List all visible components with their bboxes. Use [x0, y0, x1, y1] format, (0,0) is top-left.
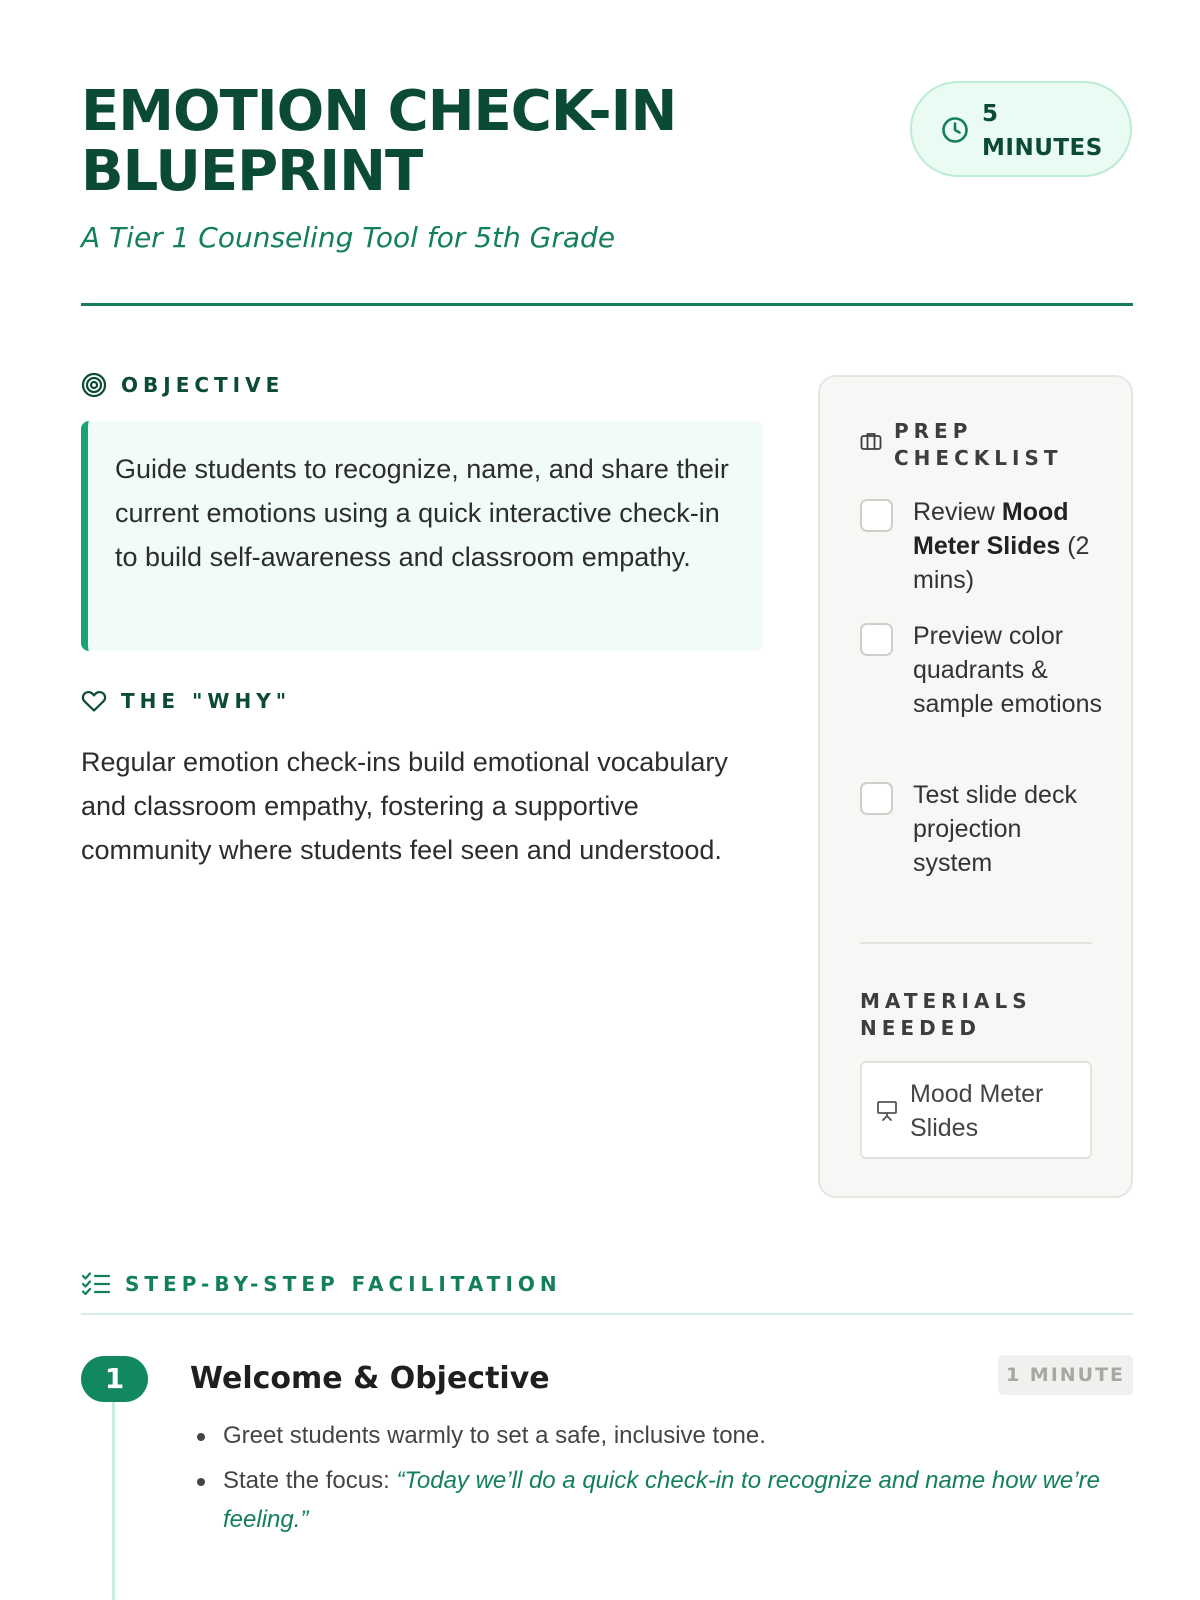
checkbox[interactable] — [860, 623, 893, 656]
duration-text — [982, 97, 1122, 165]
step-bullet-text: Greet students warmly to set a safe, inclusive tone. — [223, 1422, 766, 1449]
objective-callout — [81, 421, 763, 651]
step-title: Welcome & Objective — [190, 1361, 550, 1396]
checkbox[interactable] — [860, 499, 893, 532]
why-text: Regular emotion check-ins build emotional vocabulary and classroom empathy, fostering a supportive community where students feel seen and understood. — [81, 747, 728, 865]
materials-heading: MATERIALS NEEDED — [860, 989, 1032, 1040]
step-bullet-list — [194, 1416, 1114, 1545]
checklist-item-bold: Mood Meter Slides — [913, 498, 1069, 560]
checklist-item-text — [913, 619, 1103, 721]
step-bullet — [194, 1416, 1114, 1455]
blueprint-page — [81, 0, 1133, 1600]
checklist-item-prefix: Preview color quadrants & sample emotions — [913, 622, 1102, 718]
title-line-2: BLUEPRINT — [81, 139, 423, 204]
page-title — [81, 79, 801, 204]
page-subtitle: A Tier 1 Counseling Tool for 5th Grade — [81, 221, 616, 254]
step-bullet — [194, 1461, 1114, 1539]
clock-icon — [940, 115, 970, 145]
checklist-item-prefix: Test slide deck projection system — [913, 781, 1077, 877]
steps-label: STEP-BY-STEP FACILITATION — [125, 1272, 562, 1296]
presentation-icon — [876, 1099, 898, 1121]
target-icon — [81, 372, 107, 398]
steps-divider — [81, 1313, 1133, 1315]
step-number-badge: 1 — [81, 1356, 148, 1402]
checklist-item-prefix: Review — [913, 498, 1002, 526]
why-heading — [81, 689, 291, 713]
step-duration-badge: 1 MINUTE — [998, 1355, 1133, 1395]
objective-label: OBJECTIVE — [121, 373, 285, 397]
why-label: THE "WHY" — [121, 689, 292, 713]
duration-badge — [910, 81, 1132, 177]
checklist-item-text — [913, 495, 1103, 597]
checklist-item-text — [913, 778, 1103, 880]
step-bullet-quote: “Today we’ll do a quick check-in to recognize and name how we’re feeling.” — [223, 1467, 1100, 1533]
prep-checklist-label: PREP CHECKLIST — [894, 419, 1063, 470]
title-line-1: EMOTION CHECK-IN — [81, 79, 677, 144]
sidebar-divider — [860, 942, 1092, 944]
header-divider — [81, 303, 1133, 306]
checklist-icon — [81, 1271, 111, 1297]
material-item — [860, 1061, 1092, 1159]
checklist-item-suffix: (2 mins) — [913, 532, 1090, 594]
prep-sidebar — [818, 375, 1133, 1198]
steps-heading — [81, 1271, 562, 1297]
step-timeline-line — [112, 1402, 115, 1600]
material-label: Mood Meter Slides — [910, 1080, 1044, 1142]
step-bullet-text: State the focus: — [223, 1467, 397, 1494]
duration-unit: MINUTES — [982, 135, 1103, 161]
checkbox[interactable] — [860, 782, 893, 815]
prep-checklist-heading — [860, 418, 1064, 472]
objective-text: Guide students to recognize, name, and share their current emotions using a quick interactive check-in to build self-awareness and classroom empathy. — [115, 454, 729, 572]
objective-heading — [81, 372, 284, 398]
briefcase-icon — [860, 431, 882, 451]
heart-icon — [81, 689, 107, 713]
duration-value: 5 — [982, 101, 999, 127]
